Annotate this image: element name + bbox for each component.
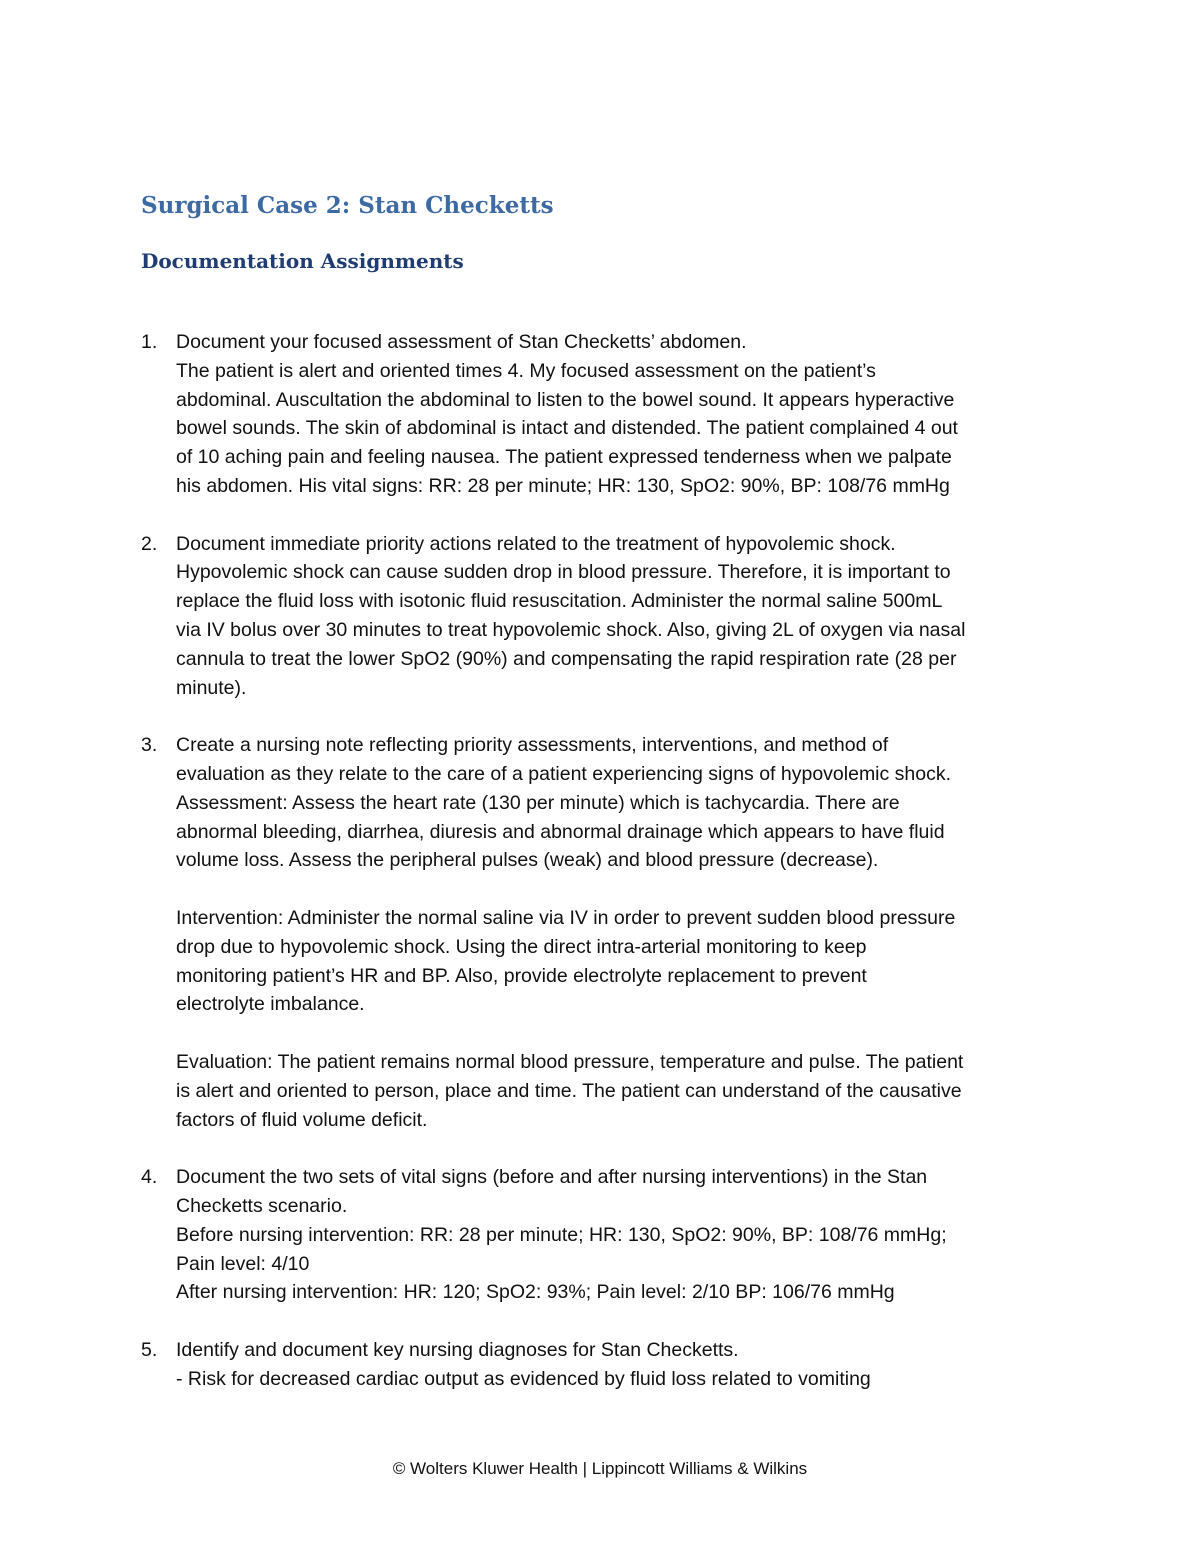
intervention-line: drop due to hypovolemic shock. Using the direct intra-arterial monitoring to keep xyxy=(176,935,867,958)
item-number: 4. xyxy=(141,1166,158,1189)
answer-line: of 10 aching pain and feeling nausea. The patient expressed tenderness when we palpate xyxy=(176,446,952,469)
answer-line: replace the fluid loss with isotonic fluid resuscitation. Administer the normal saline 500mL xyxy=(176,590,943,613)
paragraph-spacer xyxy=(176,1019,1061,1048)
intervention-line: electrolyte imbalance. xyxy=(176,993,365,1016)
assessment-line: abnormal bleeding, diarrhea, diuresis and abnormal drainage which appears to have fluid xyxy=(176,820,945,843)
assessment-line: volume loss. Assess the peripheral pulses (weak) and blood pressure (decrease). xyxy=(176,849,879,872)
answer-line: cannula to treat the lower SpO2 (90%) and compensating the rapid respiration rate (28 per xyxy=(176,647,957,670)
question-line: Document your focused assessment of Stan Checketts’ abdomen. xyxy=(176,331,747,353)
page-title: Surgical Case 2: Stan Checketts xyxy=(141,192,554,219)
question-line: evaluation as they relate to the care of a patient experiencing signs of hypovolemic shock. xyxy=(176,762,952,785)
section-heading: Documentation Assignments xyxy=(141,249,464,273)
item-number: 5. xyxy=(141,1338,158,1361)
assignment-item-4 xyxy=(141,1163,1061,1307)
evaluation-line: Evaluation: The patient remains normal blood pressure, temperature and pulse. The patient xyxy=(176,1050,964,1073)
answer-line: his abdomen. His vital signs: RR: 28 per minute; HR: 130, SpO2: 90%, BP: 108/76 mmHg xyxy=(176,474,950,497)
assignment-item-5 xyxy=(141,1336,1061,1394)
item-number: 3. xyxy=(141,734,158,757)
vitals-before-line: Pain level: 4/10 xyxy=(176,1252,310,1275)
intervention-line: Intervention: Administer the normal saline via IV in order to prevent sudden blood pressure xyxy=(176,906,956,929)
assignment-item-1 xyxy=(141,328,1061,501)
copyright-footer: © Wolters Kluwer Health | Lippincott Williams & Wilkins xyxy=(392,1459,808,1478)
answer-line: minute). xyxy=(176,676,247,699)
vitals-before-line: Before nursing intervention: RR: 28 per minute; HR: 130, SpO2: 90%, BP: 108/76 mmHg; xyxy=(176,1223,947,1246)
evaluation-line: factors of fluid volume deficit. xyxy=(176,1108,428,1131)
vitals-after-line: After nursing intervention: HR: 120; SpO2: 93%; Pain level: 2/10 BP: 106/76 mmHg xyxy=(176,1281,895,1304)
answer-line: The patient is alert and oriented times 4. My focused assessment on the patient’s xyxy=(176,359,876,382)
answer-line: Hypovolemic shock can cause sudden drop in blood pressure. Therefore, it is important to xyxy=(176,561,951,584)
evaluation-line: is alert and oriented to person, place and time. The patient can understand of the causative xyxy=(176,1079,962,1102)
item-number: 1. xyxy=(141,331,158,353)
question-line: Identify and document key nursing diagnoses for Stan Checketts. xyxy=(176,1338,739,1361)
paragraph-spacer xyxy=(176,875,1061,904)
answer-line: abdominal. Auscultation the abdominal to listen to the bowel sound. It appears hyperactive xyxy=(176,388,955,411)
question-line: Document the two sets of vital signs (before and after nursing interventions) in the Stan xyxy=(176,1166,928,1189)
assignment-item-2 xyxy=(141,530,1061,703)
answer-line: bowel sounds. The skin of abdominal is intact and distended. The patient complained 4 out xyxy=(176,417,958,440)
question-line: Create a nursing note reflecting priority assessments, interventions, and method of xyxy=(176,734,889,757)
assessment-line: Assessment: Assess the heart rate (130 per minute) which is tachycardia. There are xyxy=(176,791,900,814)
intervention-line: monitoring patient’s HR and BP. Also, provide electrolyte replacement to prevent xyxy=(176,964,867,987)
assignment-item-3 xyxy=(141,731,1061,1134)
answer-line: via IV bolus over 30 minutes to treat hypovolemic shock. Also, giving 2L of oxygen via nasal xyxy=(176,618,966,641)
assignment-list xyxy=(141,328,1061,1422)
question-line: Checketts scenario. xyxy=(176,1194,348,1217)
diagnosis-line: - Risk for decreased cardiac output as evidenced by fluid loss related to vomiting xyxy=(176,1367,871,1390)
question-line: Document immediate priority actions related to the treatment of hypovolemic shock. xyxy=(176,532,896,555)
item-number: 2. xyxy=(141,532,158,555)
